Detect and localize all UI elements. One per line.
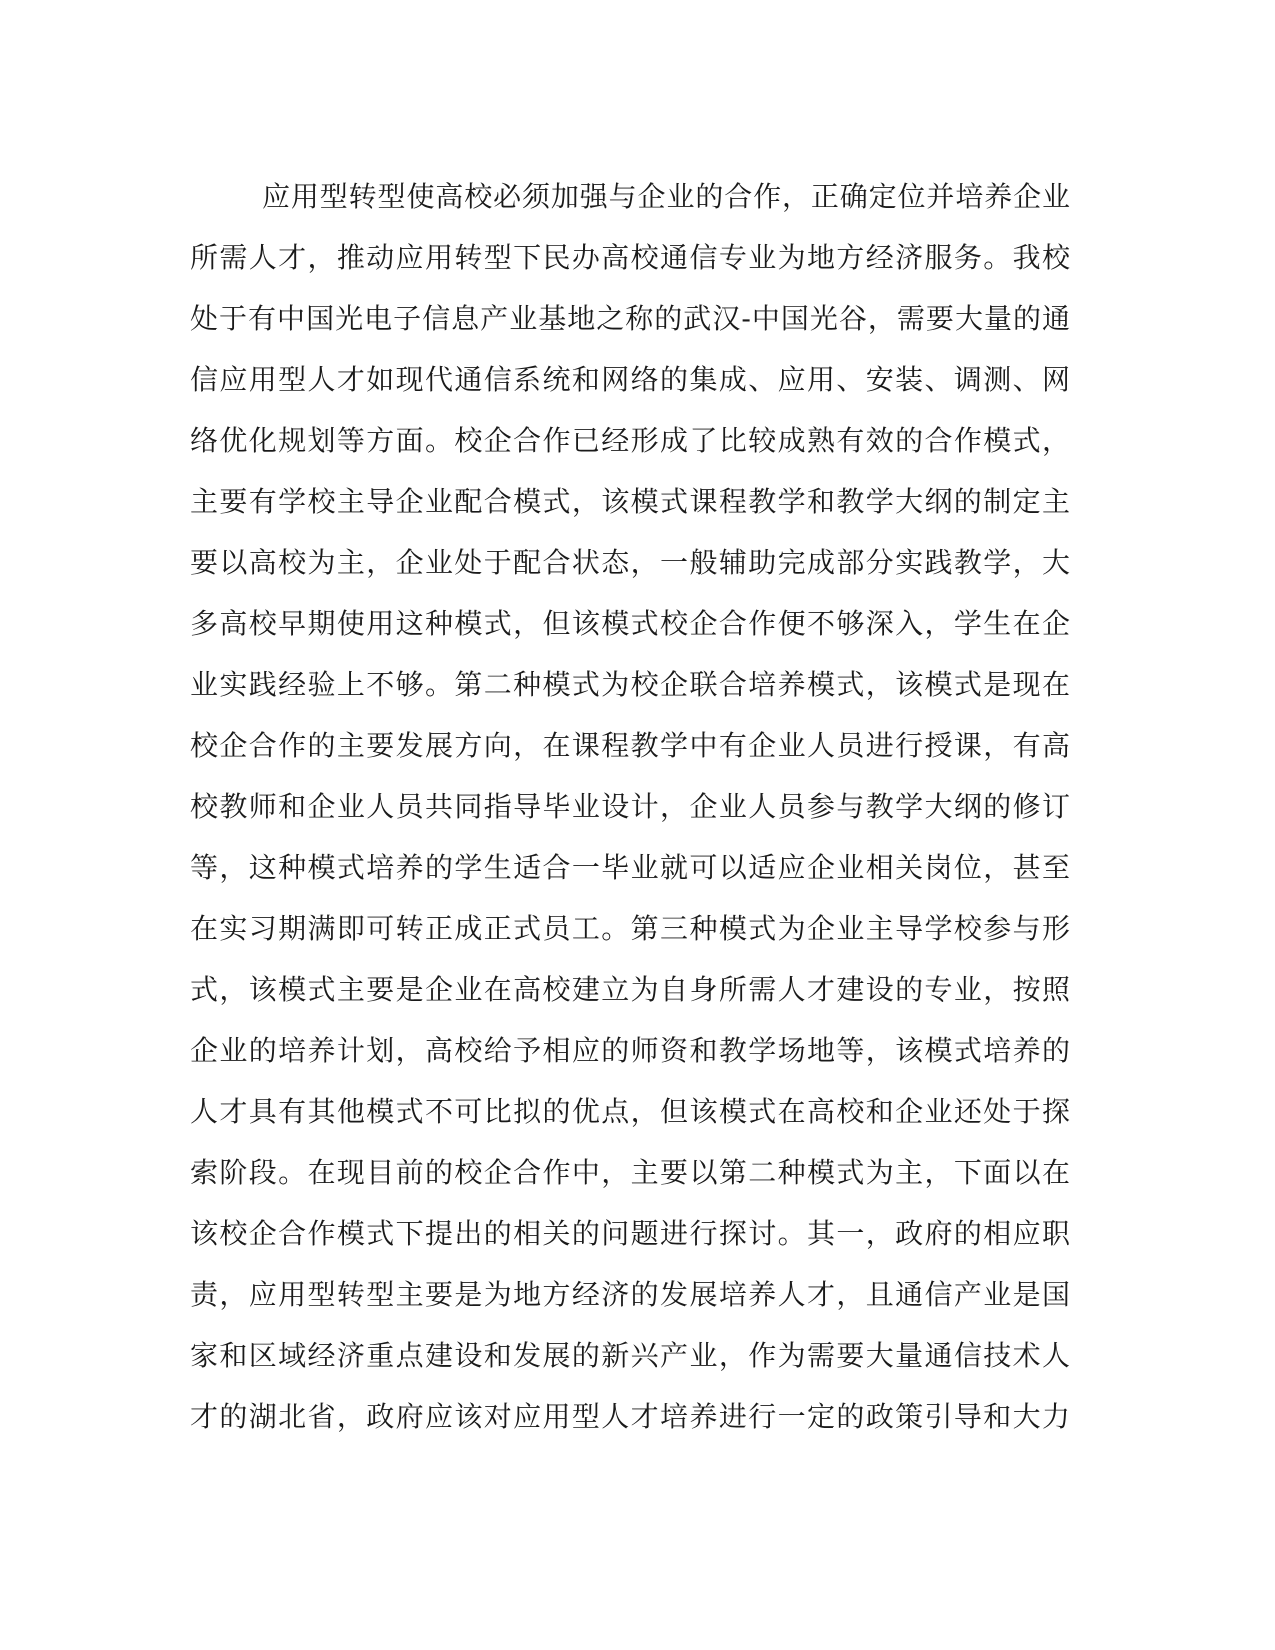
paragraph-line: 应用型转型使高校必须加强与企业的合作，正确定位并培养企业 <box>262 180 1070 213</box>
body-paragraph <box>190 166 1070 1447</box>
paragraph-line: 所需人才，推动应用转型下民办高校通信专业为地方经济服务。我校 <box>190 241 1070 274</box>
paragraph-line: 校教师和企业人员共同指导毕业设计，企业人员参与教学大纲的修订 <box>190 790 1070 823</box>
paragraph-line: 索阶段。在现目前的校企合作中，主要以第二种模式为主，下面以在 <box>190 1156 1070 1189</box>
paragraph-line: 家和区域经济重点建设和发展的新兴产业，作为需要大量通信技术人 <box>190 1339 1070 1372</box>
paragraph-line: 在实习期满即可转正成正式员工。第三种模式为企业主导学校参与形 <box>190 912 1070 945</box>
paragraph-line: 等，这种模式培养的学生适合一毕业就可以适应企业相关岗位，甚至 <box>190 851 1070 884</box>
paragraph-line: 络优化规划等方面。校企合作已经形成了比较成熟有效的合作模式， <box>190 424 1070 457</box>
paragraph-line: 人才具有其他模式不可比拟的优点，但该模式在高校和企业还处于探 <box>190 1095 1070 1128</box>
paragraph-line: 要以高校为主，企业处于配合状态，一般辅助完成部分实践教学，大 <box>190 546 1070 579</box>
paragraph-line: 式，该模式主要是企业在高校建立为自身所需人才建设的专业，按照 <box>190 973 1070 1006</box>
paragraph-line: 主要有学校主导企业配合模式，该模式课程教学和教学大纲的制定主 <box>190 485 1070 518</box>
paragraph-line: 责，应用型转型主要是为地方经济的发展培养人才，且通信产业是国 <box>190 1278 1070 1311</box>
paragraph-line: 企业的培养计划，高校给予相应的师资和教学场地等，该模式培养的 <box>190 1034 1070 1067</box>
paragraph-line: 校企合作的主要发展方向，在课程教学中有企业人员进行授课，有高 <box>190 729 1070 762</box>
paragraph-line: 该校企合作模式下提出的相关的问题进行探讨。其一，政府的相应职 <box>190 1217 1070 1250</box>
paragraph-line: 信应用型人才如现代通信系统和网络的集成、应用、安装、调测、网 <box>190 363 1070 396</box>
paragraph-line: 处于有中国光电子信息产业基地之称的武汉-中国光谷，需要大量的通 <box>190 302 1070 335</box>
paragraph-line: 多高校早期使用这种模式，但该模式校企合作便不够深入，学生在企 <box>190 607 1070 640</box>
paragraph-line: 才的湖北省，政府应该对应用型人才培养进行一定的政策引导和大力 <box>190 1400 1070 1433</box>
paragraph-line: 业实践经验上不够。第二种模式为校企联合培养模式，该模式是现在 <box>190 668 1070 701</box>
